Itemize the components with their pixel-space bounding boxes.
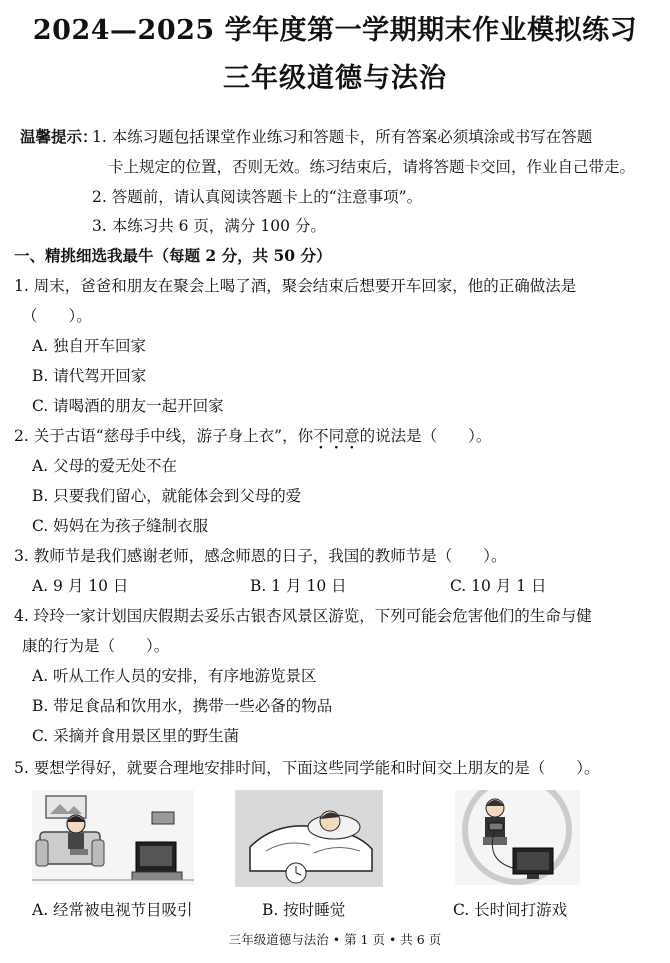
question-3-option-c: C. 10 月 1 日 xyxy=(450,577,547,595)
notice-item-1-line-2: 卡上规定的位置，否则无效。练习结束后，请将答题卡交回，作业自己带走。 xyxy=(108,158,636,176)
question-5-option-b: B. 按时睡觉 xyxy=(262,901,346,919)
question-3-option-b: B. 1 月 10 日 xyxy=(250,577,347,595)
question-1-stem: 1. 周末，爸爸和朋友在聚会上喝了酒，聚会结束后想要开车回家，他的正确做法是 xyxy=(14,277,577,295)
question-2-option-a: A. 父母的爱无处不在 xyxy=(32,457,178,475)
picture-gaming xyxy=(455,790,580,885)
question-2-stem xyxy=(14,424,491,446)
question-2-stem-pre: 2. 关于古语“慈母手中线，游子身上衣”，你 xyxy=(14,427,314,445)
notice-item-2: 2. 答题前，请认真阅读答题卡上的“注意事项”。 xyxy=(92,188,423,206)
question-2-stem-post: 的说法是（ ）。 xyxy=(359,427,492,445)
question-5-option-a: A. 经常被电视节目吸引 xyxy=(32,901,193,919)
notice-item-3: 3. 本练习共 6 页，满分 100 分。 xyxy=(92,217,326,235)
question-4-option-a: A. 听从工作人员的安排，有序地游览景区 xyxy=(32,667,317,685)
question-5-stem: 5. 要想学得好，就要合理地安排时间，下面这些同学能和时间交上朋友的是（ ）。 xyxy=(14,759,600,777)
question-4-option-b: B. 带足食品和饮用水，携带一些必备的物品 xyxy=(32,697,333,715)
notice-label: 温馨提示： xyxy=(20,127,98,146)
question-4-option-c: C. 采摘并食用景区里的野生菌 xyxy=(32,727,240,745)
question-3-stem: 3. 教师节是我们感谢老师，感念师恩的日子，我国的教师节是（ ）。 xyxy=(14,547,507,565)
question-1-option-c: C. 请喝酒的朋友一起开回家 xyxy=(32,397,224,415)
question-2-option-b: B. 只要我们留心，就能体会到父母的爱 xyxy=(32,487,302,505)
question-1-stem-cont: （ ）。 xyxy=(22,307,92,325)
question-2-option-c: C. 妈妈在为孩子缝制衣服 xyxy=(32,517,209,535)
picture-tv-watching xyxy=(32,790,194,885)
emphasis-char-3: 意 xyxy=(344,427,360,445)
section-title: 一、精挑细选我最牛（每题 2 分，共 50 分） xyxy=(14,246,332,265)
question-4-stem-cont: 康的行为是（ ）。 xyxy=(22,637,170,655)
emphasis-char-2: 同 xyxy=(328,427,345,445)
notice-item-1-line-1: 1. 本练习题包括课堂作业练习和答题卡，所有答案必须填涂或书写在答题 xyxy=(92,128,593,146)
question-1-option-b: B. 请代驾开回家 xyxy=(32,367,147,385)
question-5-option-c: C. 长时间打游戏 xyxy=(453,901,568,919)
question-3-option-a: A. 9 月 10 日 xyxy=(32,577,129,595)
emphasis-char-1: 不 xyxy=(313,427,329,445)
question-1-option-a: A. 独自开车回家 xyxy=(32,337,147,355)
page-title: 2024—2025 学年度第一学期期末作业模拟练习 xyxy=(32,15,638,46)
picture-sleeping xyxy=(235,790,383,887)
question-4-stem: 4. 玲玲一家计划国庆假期去妥乐古银杏风景区游览，下列可能会危害他们的生命与健 xyxy=(14,607,592,625)
page-footer: 三年级道德与法治 • 第 1 页 • 共 6 页 xyxy=(228,932,442,947)
subject-title: 三年级道德与法治 xyxy=(223,63,447,94)
